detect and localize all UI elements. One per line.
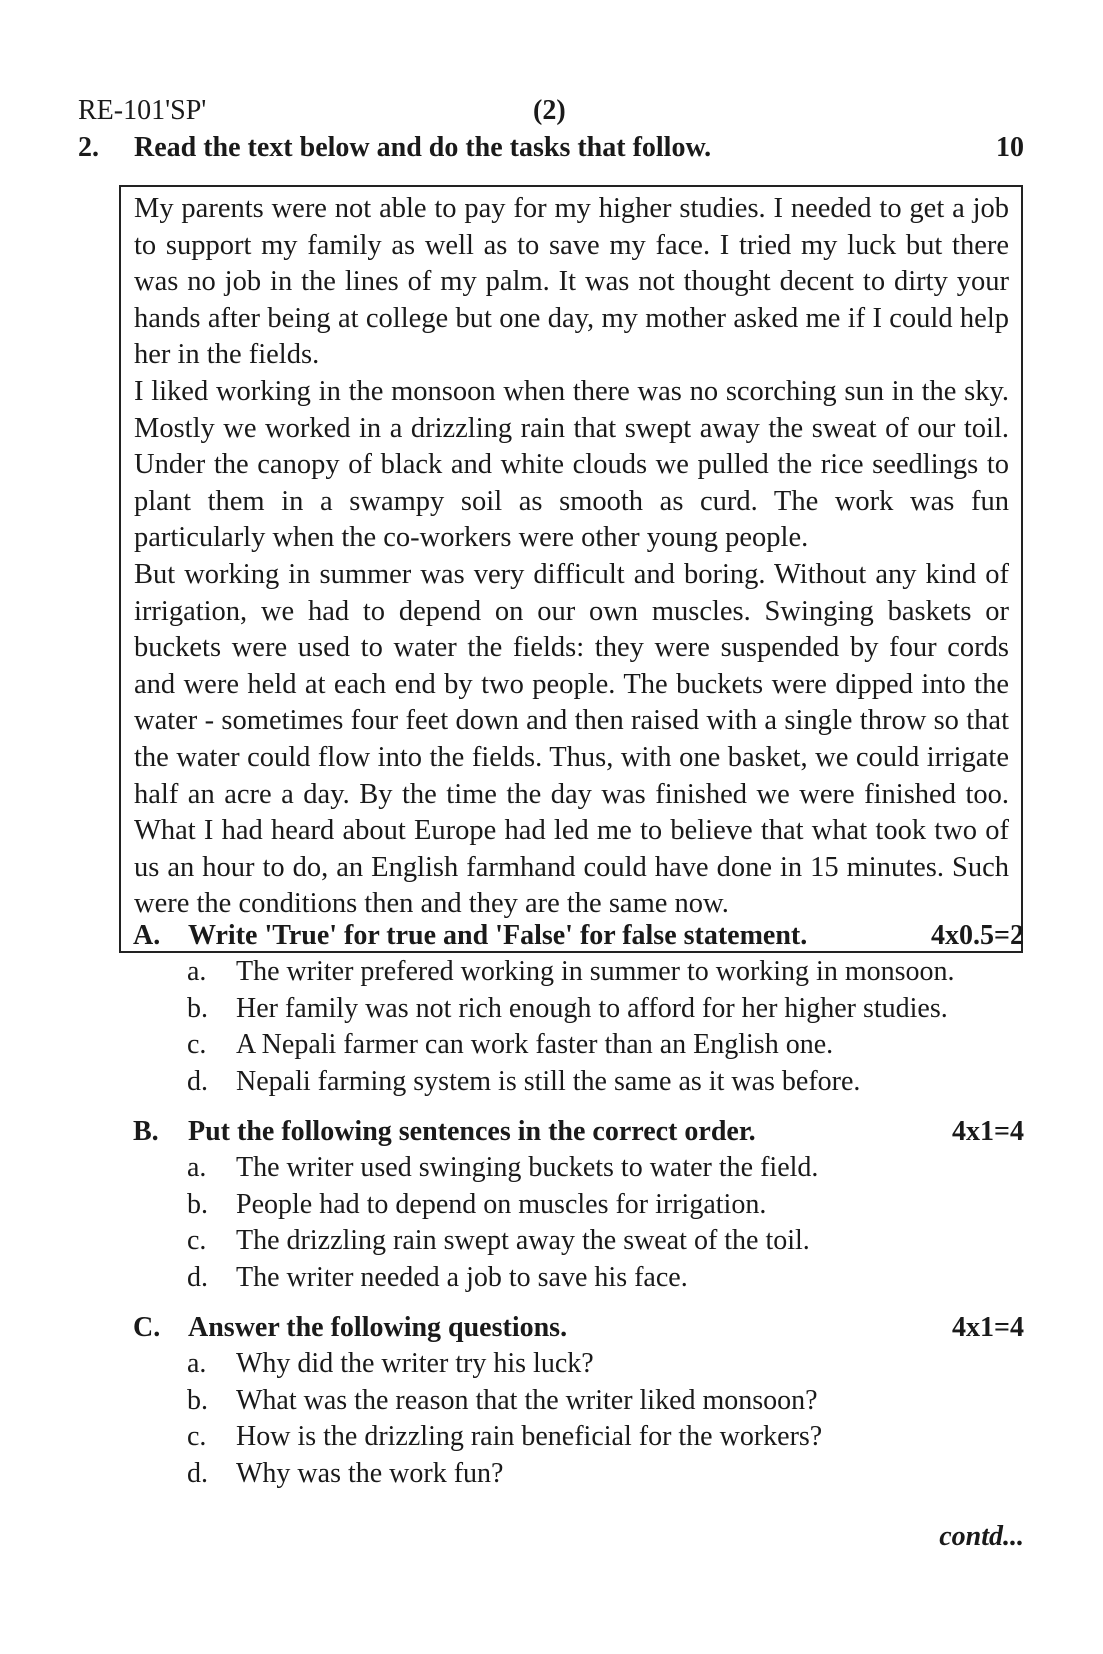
- item-label: d.: [187, 1457, 208, 1489]
- item-text: The writer used swinging buckets to water the field.: [236, 1152, 819, 1183]
- question-list: [133, 1346, 1024, 1492]
- item-label: a.: [187, 1348, 207, 1379]
- section-title: Answer the following questions.: [188, 1312, 568, 1343]
- section-heading: [133, 1310, 1024, 1346]
- sentence-list: [133, 1150, 1024, 1296]
- item-label: b.: [187, 1188, 208, 1220]
- item-label: d.: [187, 1065, 208, 1097]
- list-item: [133, 1150, 1024, 1187]
- section-letter: B.: [133, 1116, 159, 1147]
- item-text: The writer needed a job to save his face.: [236, 1261, 688, 1293]
- item-label: b.: [187, 1384, 208, 1416]
- item-label: c.: [187, 1421, 207, 1453]
- item-label: d.: [187, 1261, 208, 1293]
- section-title: Write 'True' for true and 'False' for false statement.: [188, 920, 808, 951]
- paper-code: RE-101'SP': [78, 95, 207, 126]
- item-label: a.: [187, 1152, 207, 1183]
- list-item: [133, 1260, 1024, 1297]
- item-text: The drizzling rain swept away the sweat of the toil.: [236, 1225, 810, 1257]
- section-a: [133, 918, 1024, 1100]
- item-text: The writer prefered working in summer to working in monsoon.: [236, 956, 955, 987]
- item-label: b.: [187, 992, 208, 1024]
- continued-note: contd...: [939, 1521, 1024, 1552]
- list-item: [133, 991, 1024, 1028]
- section-b: [133, 1114, 1024, 1296]
- section-marks: 4x1=4: [952, 1312, 1024, 1343]
- page-number: (2): [533, 95, 566, 126]
- list-item: [133, 1187, 1024, 1224]
- section-heading: [133, 1114, 1024, 1150]
- question-header: [78, 131, 1024, 167]
- passage-paragraph: My parents were not able to pay for my higher studies. I needed to get a job to support my family as well as to save my face. I tried my luck but there was no job in the lines of my palm. It was not thought decent to dirty your hands after being at college but one day, my mother asked me if I could help her in the fields.: [134, 193, 1009, 371]
- item-text: How is the drizzling rain beneficial for the workers?: [236, 1421, 823, 1453]
- item-text: Why was the work fun?: [236, 1457, 504, 1489]
- item-text: People had to depend on muscles for irrigation.: [236, 1188, 767, 1220]
- section-marks: 4x0.5=2: [931, 920, 1024, 951]
- list-item: [133, 1346, 1024, 1383]
- item-text: Nepali farming system is still the same as it was before.: [236, 1065, 861, 1097]
- list-item: [133, 1027, 1024, 1064]
- item-label: c.: [187, 1029, 207, 1061]
- item-text: A Nepali farmer can work faster than an English one.: [236, 1029, 834, 1061]
- list-item: [133, 954, 1024, 991]
- question-number: 2.: [78, 132, 99, 163]
- item-label: a.: [187, 956, 207, 987]
- list-item: [133, 1456, 1024, 1493]
- list-item: [133, 1419, 1024, 1456]
- item-label: c.: [187, 1225, 207, 1257]
- item-text: Why did the writer try his luck?: [236, 1348, 594, 1379]
- section-letter: C.: [133, 1312, 161, 1343]
- section-marks: 4x1=4: [952, 1116, 1024, 1147]
- list-item: [133, 1064, 1024, 1101]
- question-instruction: Read the text below and do the tasks that follow.: [134, 132, 712, 163]
- reading-passage: [119, 185, 1023, 953]
- section-c: [133, 1310, 1024, 1492]
- list-item: [133, 1223, 1024, 1260]
- passage-paragraph: But working in summer was very difficult and boring. Without any kind of irrigation, we had to depend on our own muscles. Swinging baskets or buckets were used to water the fields: they were suspended by four cords and were held at each end by two people. The buckets were dipped into the water - sometimes four feet down and then raised with a single throw so that the water could flow into the fields. Thus, with one basket, we could irrigate half an acre a day. By the time the day was finished we were finished too. What I had heard about Europe had led me to believe that what took two of us an hour to do, an English farmhand could have done in 15 minutes. Such were the conditions then and they are the same now.: [134, 558, 1009, 920]
- section-title: Put the following sentences in the correct order.: [188, 1116, 756, 1147]
- list-item: [133, 1383, 1024, 1420]
- statement-list: [133, 954, 1024, 1100]
- section-letter: A.: [133, 920, 161, 951]
- item-text: What was the reason that the writer liked monsoon?: [236, 1384, 818, 1416]
- question-marks: 10: [996, 132, 1024, 163]
- item-text: Her family was not rich enough to afford for her higher studies.: [236, 992, 948, 1024]
- section-heading: [133, 918, 1024, 954]
- passage-paragraph: I liked working in the monsoon when there was no scorching sun in the sky. Mostly we worked in a drizzling rain that swept away the sweat of our toil. Under the canopy of black and white clouds we pulled the rice seedlings to plant them in a swampy soil as smooth as curd. The work was fun particularly when the co-workers were other young people.: [134, 375, 1009, 554]
